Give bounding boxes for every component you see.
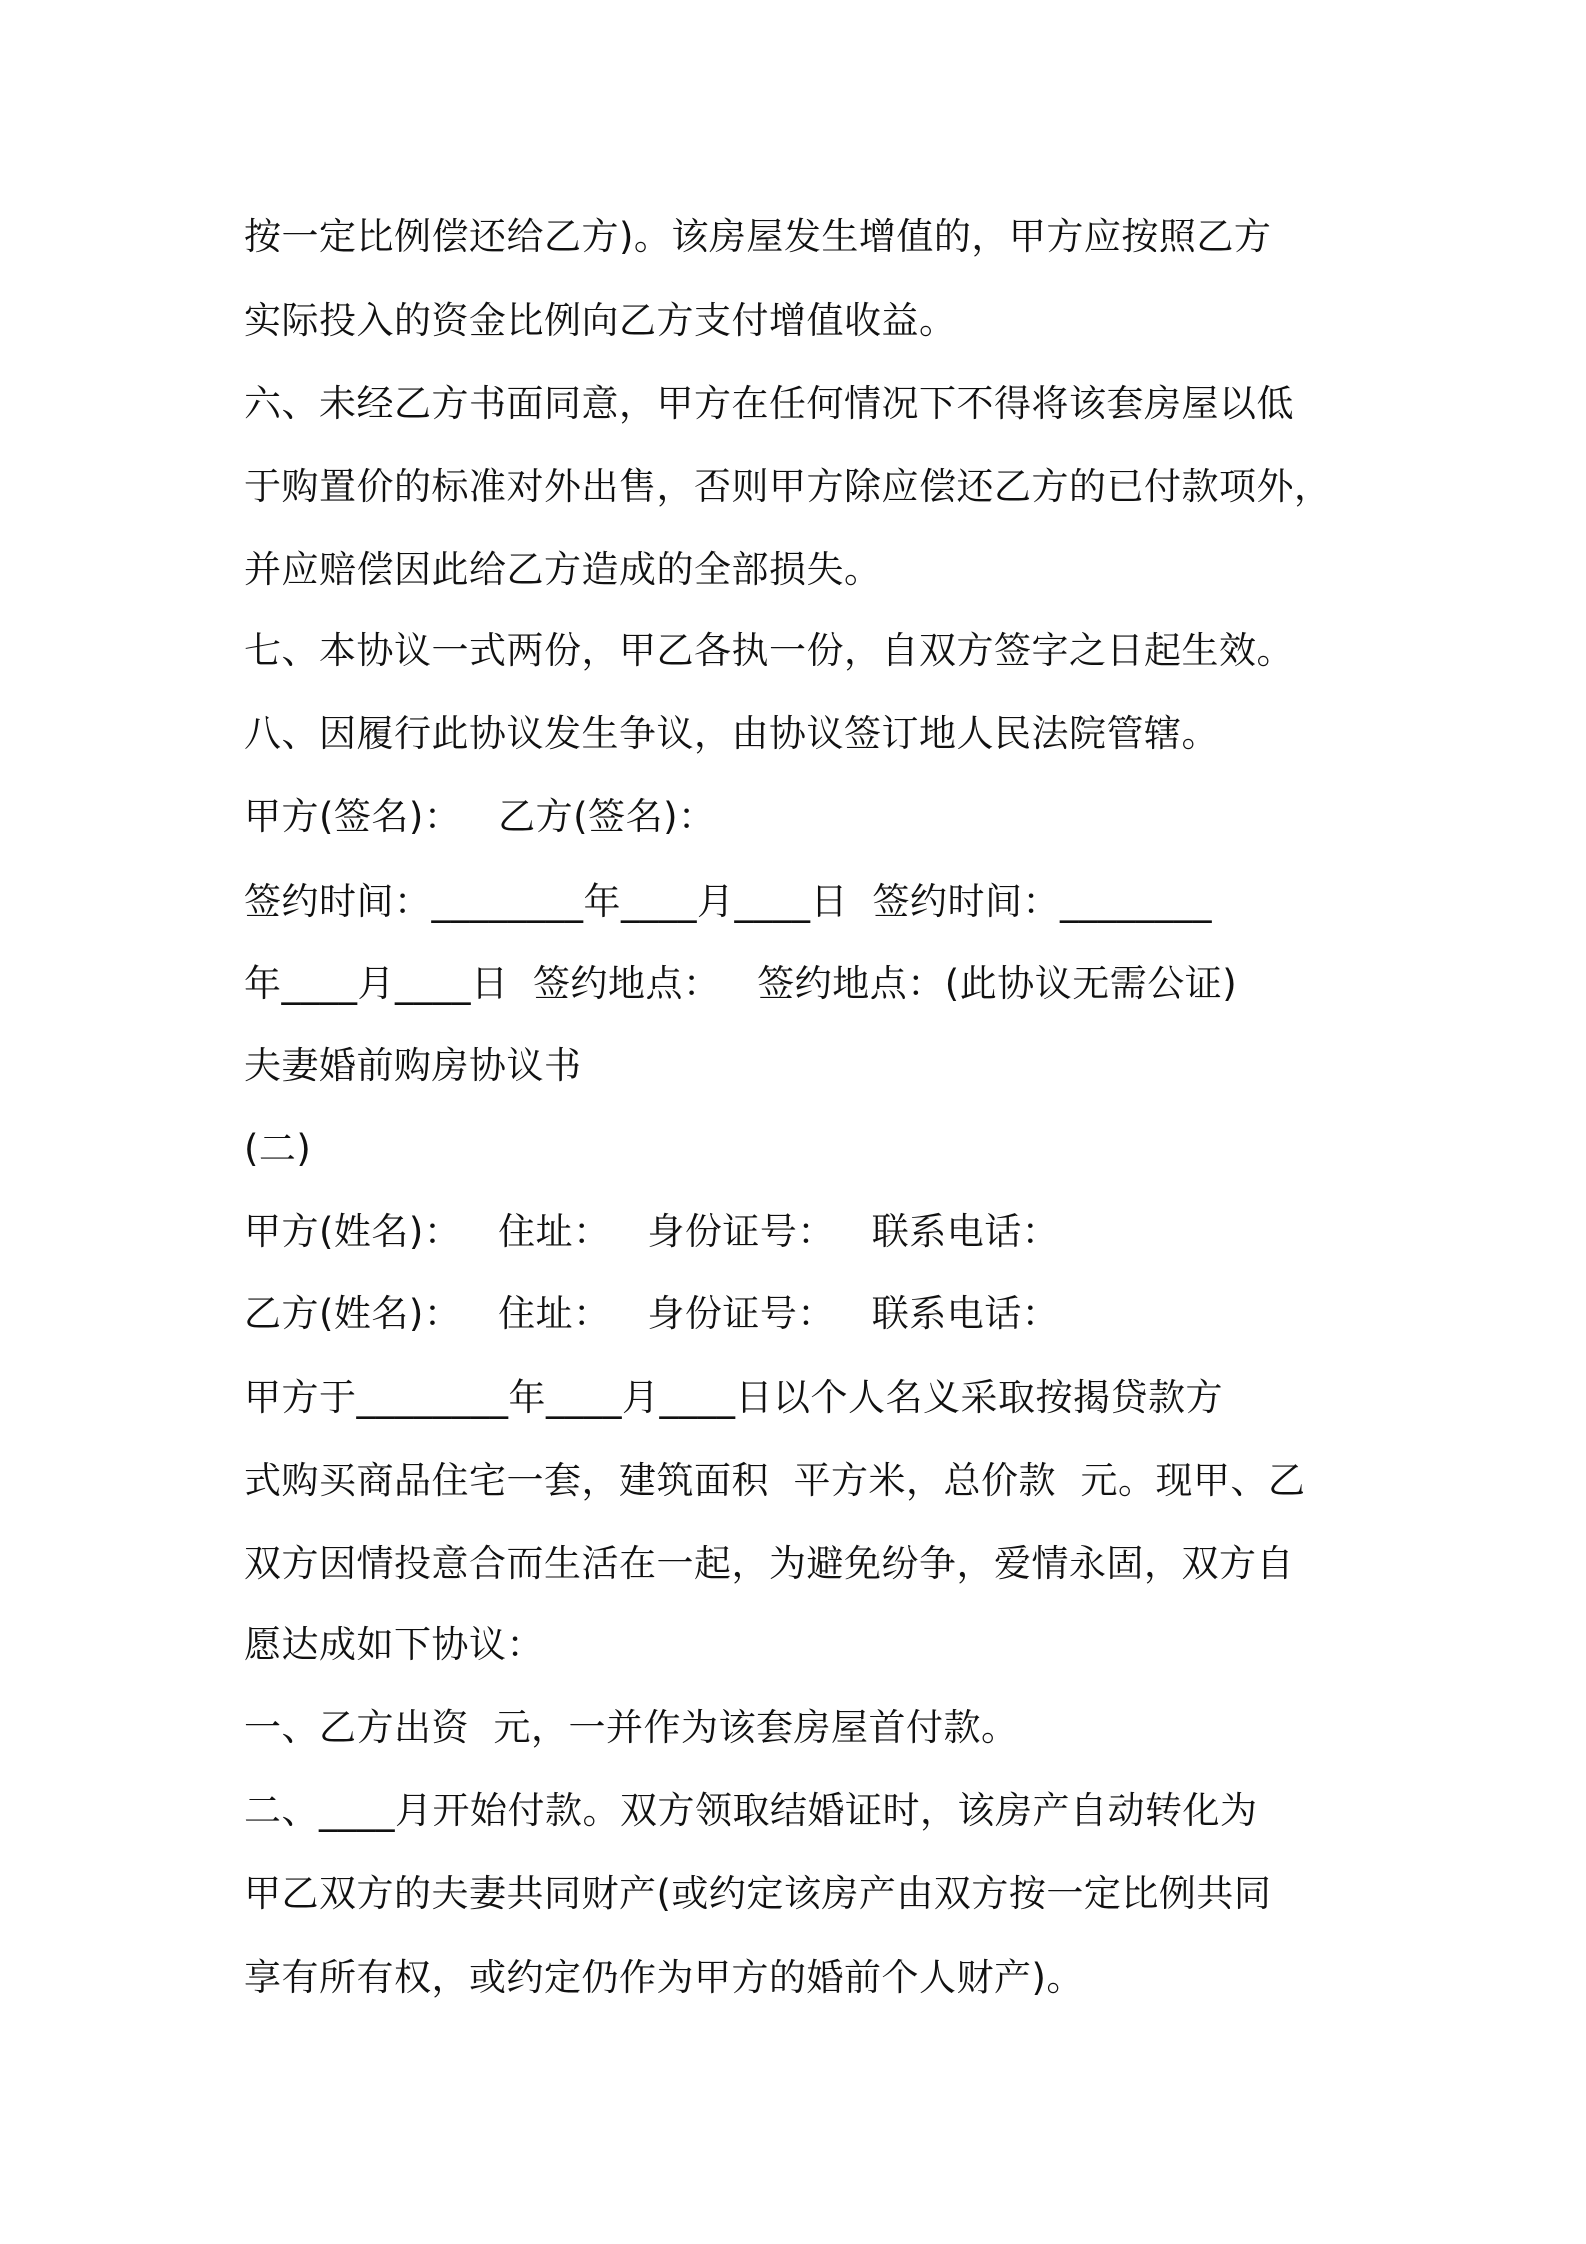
text-line: 式购买商品住宅一套，建筑面积 平方米，总价款 元。现甲、乙 xyxy=(244,1459,1306,1502)
text-line: 按一定比例偿还给乙方)。该房屋发生增值的，甲方应按照乙方 xyxy=(244,215,1272,258)
text-line: 享有所有权，或约定仍作为甲方的婚前个人财产)。 xyxy=(244,1956,1084,1999)
document-title: 夫妻婚前购房协议书 xyxy=(244,1044,582,1087)
text-line: 甲方于________年____月____日以个人名义采取按揭贷款方 xyxy=(244,1376,1223,1419)
text-line: 双方因情投意合而生活在一起，为避免纷争，爱情永固，双方自 xyxy=(244,1542,1294,1585)
signing-place-line: 年____月____日 签约地点： 签约地点：(此协议无需公证) xyxy=(244,962,1238,1005)
text-line: 一、乙方出资 元，一并作为该套房屋首付款。 xyxy=(244,1706,1019,1749)
section-number: (二) xyxy=(244,1127,312,1170)
party-a-info: 甲方(姓名)： 住址： 身份证号： 联系电话： xyxy=(244,1210,1060,1253)
signing-date-line: 签约时间：________年____月____日 签约时间：________ xyxy=(244,880,1213,923)
text-line: 甲乙双方的夫妻共同财产(或约定该房产由双方按一定比例共同 xyxy=(244,1872,1272,1915)
text-line: 六、未经乙方书面同意，甲方在任何情况下不得将该套房屋以低 xyxy=(244,382,1294,425)
text-line: 二、____月开始付款。双方领取结婚证时，该房产自动转化为 xyxy=(244,1789,1258,1832)
text-line: 于购置价的标准对外出售，否则甲方除应偿还乙方的已付款项外， xyxy=(244,465,1332,508)
signature-line: 甲方(签名)： 乙方(签名)： xyxy=(244,795,716,838)
text-line: 八、因履行此协议发生争议，由协议签订地人民法院管辖。 xyxy=(244,712,1219,755)
party-b-info: 乙方(姓名)： 住址： 身份证号： 联系电话： xyxy=(244,1292,1060,1335)
text-line: 愿达成如下协议： xyxy=(244,1623,544,1666)
text-line: 七、本协议一式两份，甲乙各执一份，自双方签字之日起生效。 xyxy=(244,629,1294,672)
text-line: 实际投入的资金比例向乙方支付增值收益。 xyxy=(244,299,957,342)
text-line: 并应赔偿因此给乙方造成的全部损失。 xyxy=(244,548,882,591)
